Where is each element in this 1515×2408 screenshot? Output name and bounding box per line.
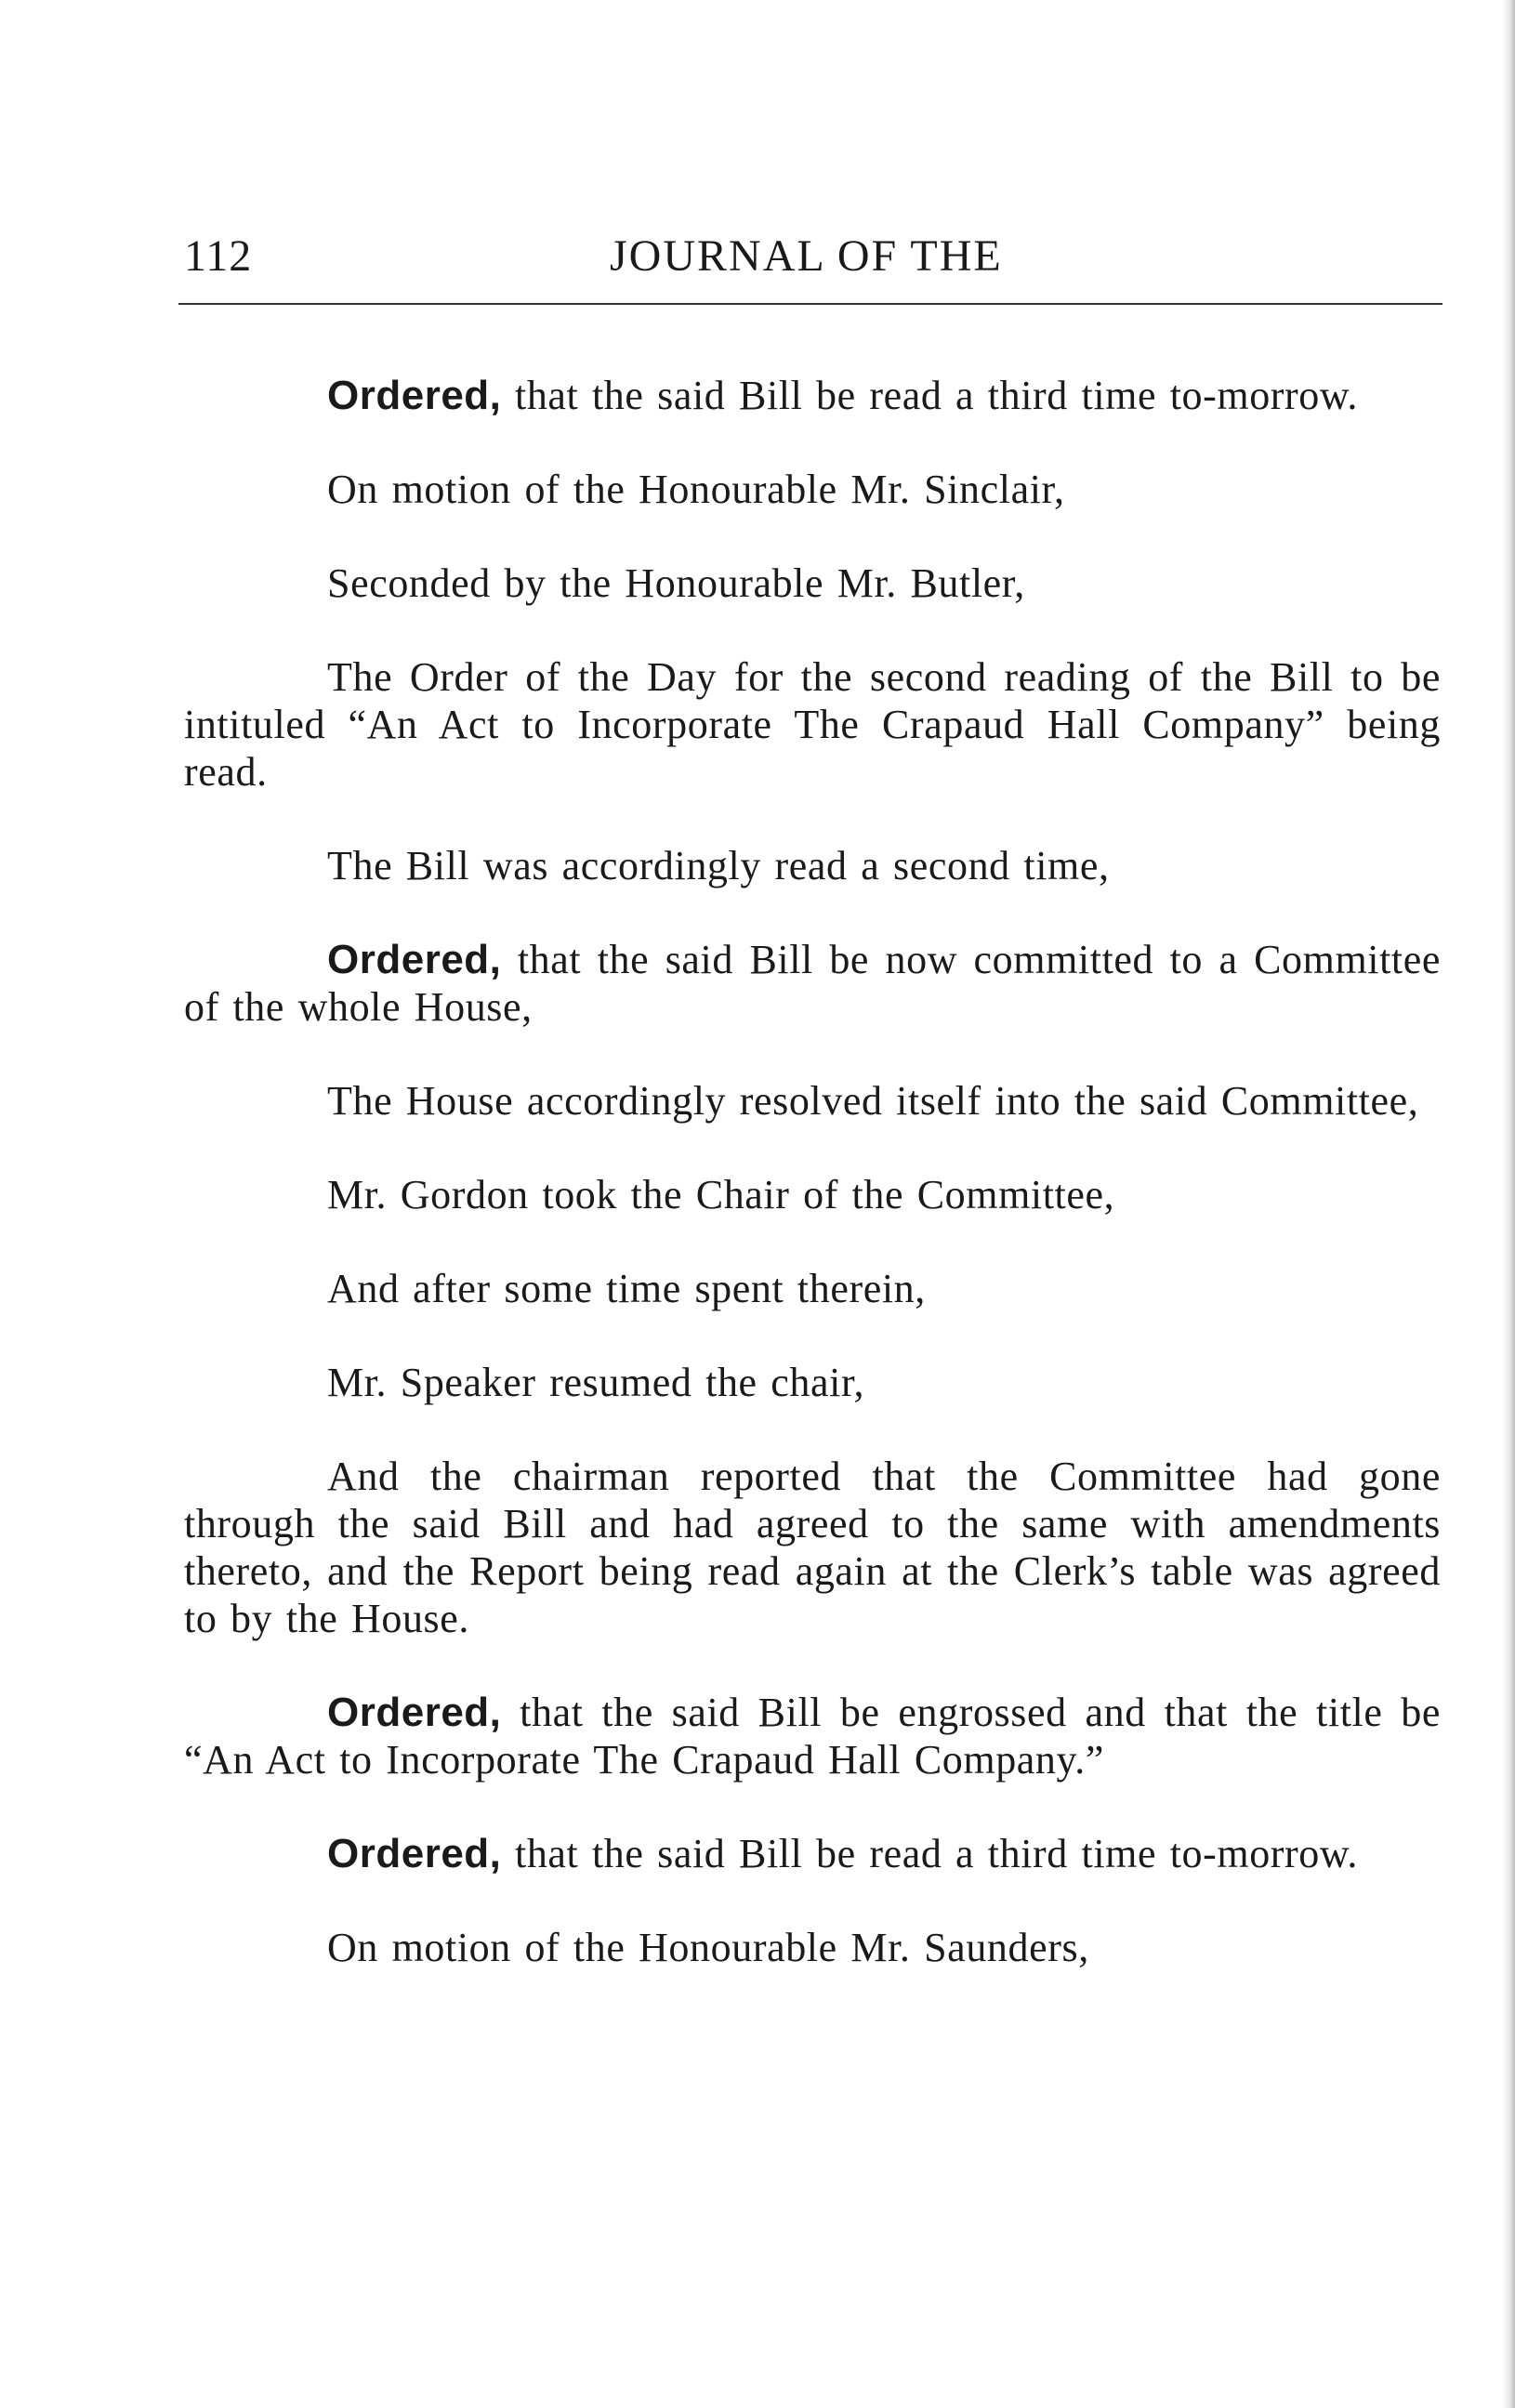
paragraph-chairman-report — [184, 1453, 1441, 1642]
paragraph-lead: Ordered, — [327, 1831, 502, 1876]
paragraph-lead: Ordered, — [327, 1690, 502, 1735]
paragraph-text: that the said Bill be now committed to a Committee of the whole House, — [184, 937, 1441, 1030]
paragraph-ordered-committed — [184, 936, 1441, 1031]
page-header — [184, 230, 1441, 286]
paragraph-chair — [184, 1171, 1441, 1218]
running-head: JOURNAL OF THE — [610, 231, 1003, 281]
paragraph-text: The Order of the Day for the second reading of the Bill to be intituled “An Act to Incorporate The Crapaud Hall Company” being read. — [184, 654, 1441, 795]
paragraph-text: And after some time spent therein, — [327, 1266, 926, 1311]
paragraph-ordered-third-reading — [184, 372, 1441, 419]
paragraph-text: that the said Bill be read a third time to-morrow. — [501, 373, 1359, 418]
paragraph-time-spent — [184, 1265, 1441, 1312]
paragraph-text: Mr. Gordon took the Chair of the Committee, — [327, 1172, 1115, 1217]
paragraph-second-reading — [184, 842, 1441, 889]
paragraph-house-resolved — [184, 1077, 1441, 1125]
paragraph-text: The House accordingly resolved itself into the said Committee, — [327, 1078, 1419, 1124]
paragraph-ordered-engrossed — [184, 1689, 1441, 1783]
paragraph-lead: Ordered, — [327, 373, 502, 418]
paragraph-text: And the chairman reported that the Committee had gone through the said Bill and had agreed to the same with amendments thereto, and the Report being read again at the Clerk’s table was agreed to by the House. — [184, 1454, 1441, 1641]
page-number: 112 — [184, 231, 253, 281]
paragraph-speaker-resumed — [184, 1359, 1441, 1406]
paragraph-seconded — [184, 559, 1441, 607]
paragraph-text: On motion of the Honourable Mr. Saunders, — [327, 1925, 1089, 1970]
paragraph-lead: Ordered, — [327, 937, 502, 982]
page-edge-shadow — [1502, 0, 1515, 2408]
paragraph-text: that the said Bill be read a third time to-morrow. — [501, 1831, 1359, 1876]
paragraph-text: The Bill was accordingly read a second time, — [327, 843, 1110, 888]
paragraph-order-of-day — [184, 653, 1441, 796]
paragraph-text: Mr. Speaker resumed the chair, — [327, 1360, 865, 1405]
paragraph-motion-saunders — [184, 1924, 1441, 1971]
paragraph-text: Seconded by the Honourable Mr. Butler, — [327, 560, 1025, 606]
paragraph-text: On motion of the Honourable Mr. Sinclair, — [327, 467, 1065, 512]
paragraph-text: that the said Bill be engrossed and that the title be “An Act to Incorporate The Crapaud Hall Company.” — [184, 1690, 1441, 1783]
paragraph-motion — [184, 466, 1441, 513]
header-rule — [178, 303, 1443, 305]
journal-body — [184, 372, 1441, 2018]
paragraph-ordered-third-reading-2 — [184, 1830, 1441, 1877]
